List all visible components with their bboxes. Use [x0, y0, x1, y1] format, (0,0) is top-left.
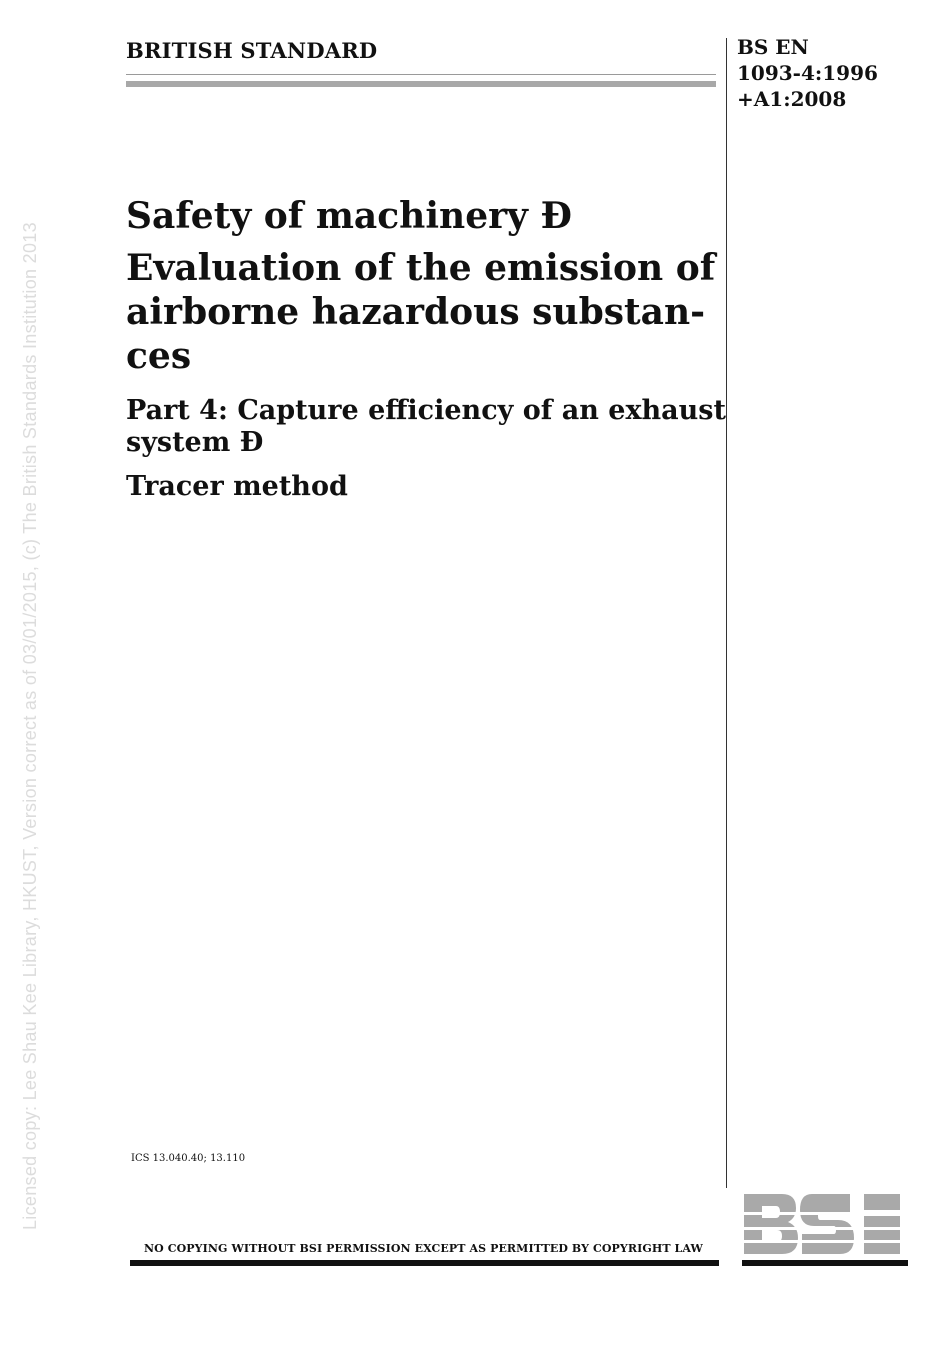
title-line: ces [126, 335, 192, 377]
title-line: Evaluation of the emission of [126, 247, 716, 289]
standard-number-line: 1093-4:1996 [737, 61, 878, 85]
standard-number-line: BS EN [737, 35, 809, 59]
ics-code: ICS 13.040.40; 13.110 [131, 1153, 246, 1164]
standard-number-line: +A1:2008 [737, 87, 847, 111]
standard-number [737, 34, 878, 112]
subtitle-line: Tracer method [126, 471, 348, 502]
title-line: Safety of machinery Ð [126, 195, 572, 237]
column-divider [726, 38, 727, 1188]
title-line: airborne hazardous substan- [126, 291, 706, 333]
header-rule-thin [126, 74, 716, 75]
subtitle-line: Part 4: Capture efficiency of an exhaust [126, 395, 726, 426]
document-title [126, 194, 726, 378]
document-subtitle [126, 395, 726, 503]
footer-rule [130, 1260, 719, 1266]
bsi-logo [742, 1192, 908, 1266]
document-type-label: BRITISH STANDARD [126, 38, 378, 63]
header-rule-thick [126, 81, 716, 87]
license-watermark: Licensed copy: Lee Shau Kee Library, HKUST, Version correct as of 03/01/2015, (c) The British Standards Institution 2013 [20, 222, 40, 1230]
subtitle-line: system Ð [126, 427, 264, 458]
copyright-notice: NO COPYING WITHOUT BSI PERMISSION EXCEPT AS PERMITTED BY COPYRIGHT LAW [144, 1242, 703, 1255]
